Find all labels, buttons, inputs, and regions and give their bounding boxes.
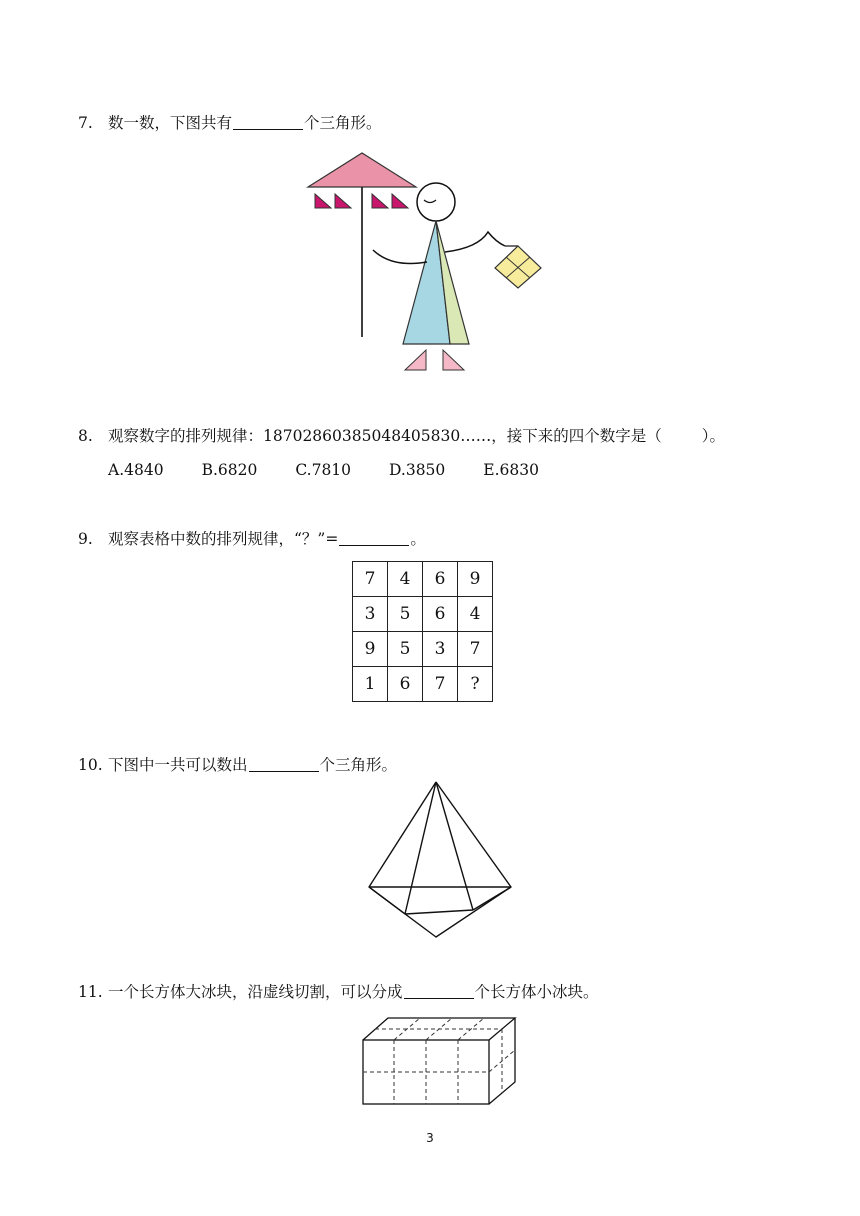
grid-cell: 7 (423, 667, 458, 702)
question-text-end: 个长方体小冰块。 (474, 983, 599, 1001)
grid-cell: 9 (458, 562, 493, 597)
question-text: 观察数字的排列规律：18702860385048405830……，接下来的四个数字是（ (108, 427, 662, 445)
question-number: 11. (78, 983, 103, 1001)
right-arm (445, 232, 505, 252)
grid-cell: 6 (388, 667, 423, 702)
figure-triangle-person (300, 150, 560, 380)
question-text-end: 个三角形。 (319, 756, 398, 774)
question-number: 9. (78, 530, 93, 548)
answer-blank[interactable] (249, 755, 319, 772)
pyramid-outline (369, 782, 511, 937)
option-a[interactable]: A.4840 (108, 461, 164, 479)
options-row (108, 461, 577, 479)
pyramid-edge (405, 782, 436, 914)
grid-cell: 3 (353, 597, 388, 632)
left-foot (405, 350, 426, 370)
grid-row (353, 632, 493, 667)
grid-row (353, 562, 493, 597)
question-text: 观察表格中数的排列规律，“？”= (108, 530, 339, 548)
grid-cell: 5 (388, 632, 423, 667)
grid-row (353, 597, 493, 632)
umbrella-canopy (308, 153, 416, 187)
question-number: 10. (78, 756, 103, 774)
question-text-end: 。 (410, 530, 426, 548)
flag-triangle (392, 194, 408, 208)
left-arm (373, 250, 427, 264)
grid-cell: 9 (353, 632, 388, 667)
grid-cell: 5 (388, 597, 423, 632)
question-number: 8. (78, 427, 93, 445)
head (417, 183, 455, 221)
question-11 (78, 982, 599, 1002)
question-text-end: ）。 (701, 427, 725, 445)
grid-cell: 7 (458, 632, 493, 667)
number-grid (352, 561, 493, 702)
question-9 (78, 529, 426, 549)
question-text: 数一数，下图共有 (108, 114, 233, 132)
grid-cell: 4 (458, 597, 493, 632)
option-c[interactable]: C.7810 (295, 461, 352, 479)
question-text: 一个长方体大冰块，沿虚线切割，可以分成 (108, 983, 403, 1001)
question-text: 下图中一共可以数出 (108, 756, 248, 774)
figure-ice-block (360, 1015, 525, 1110)
answer-blank[interactable] (339, 529, 409, 546)
grid-cell: 1 (353, 667, 388, 702)
answer-blank[interactable] (404, 982, 474, 999)
question-text-end: 个三角形。 (304, 114, 382, 132)
pyramid-base (369, 887, 405, 914)
option-d[interactable]: D.3850 (389, 461, 446, 479)
right-foot (443, 350, 464, 370)
figure-pyramid (365, 780, 515, 940)
grid-cell: 7 (353, 562, 388, 597)
grid-cell: 6 (423, 597, 458, 632)
option-e[interactable]: E.6830 (483, 461, 539, 479)
pyramid-base (473, 887, 511, 910)
pyramid-base (405, 910, 473, 914)
grid-cell: 4 (388, 562, 423, 597)
option-b[interactable]: B.6820 (201, 461, 258, 479)
answer-blank[interactable] (233, 113, 303, 130)
grid-cell: 3 (423, 632, 458, 667)
pyramid-edge (436, 782, 473, 910)
grid-cell: 6 (423, 562, 458, 597)
grid-row (353, 667, 493, 702)
flag-triangle (335, 194, 351, 208)
question-7 (78, 113, 382, 133)
flag-triangle (315, 194, 331, 208)
flag-triangle (372, 194, 388, 208)
page-number: 3 (426, 1131, 434, 1145)
question-8 (78, 426, 725, 446)
question-number: 7. (78, 114, 93, 132)
grid-cell: ? (458, 667, 493, 702)
question-10 (78, 755, 397, 775)
